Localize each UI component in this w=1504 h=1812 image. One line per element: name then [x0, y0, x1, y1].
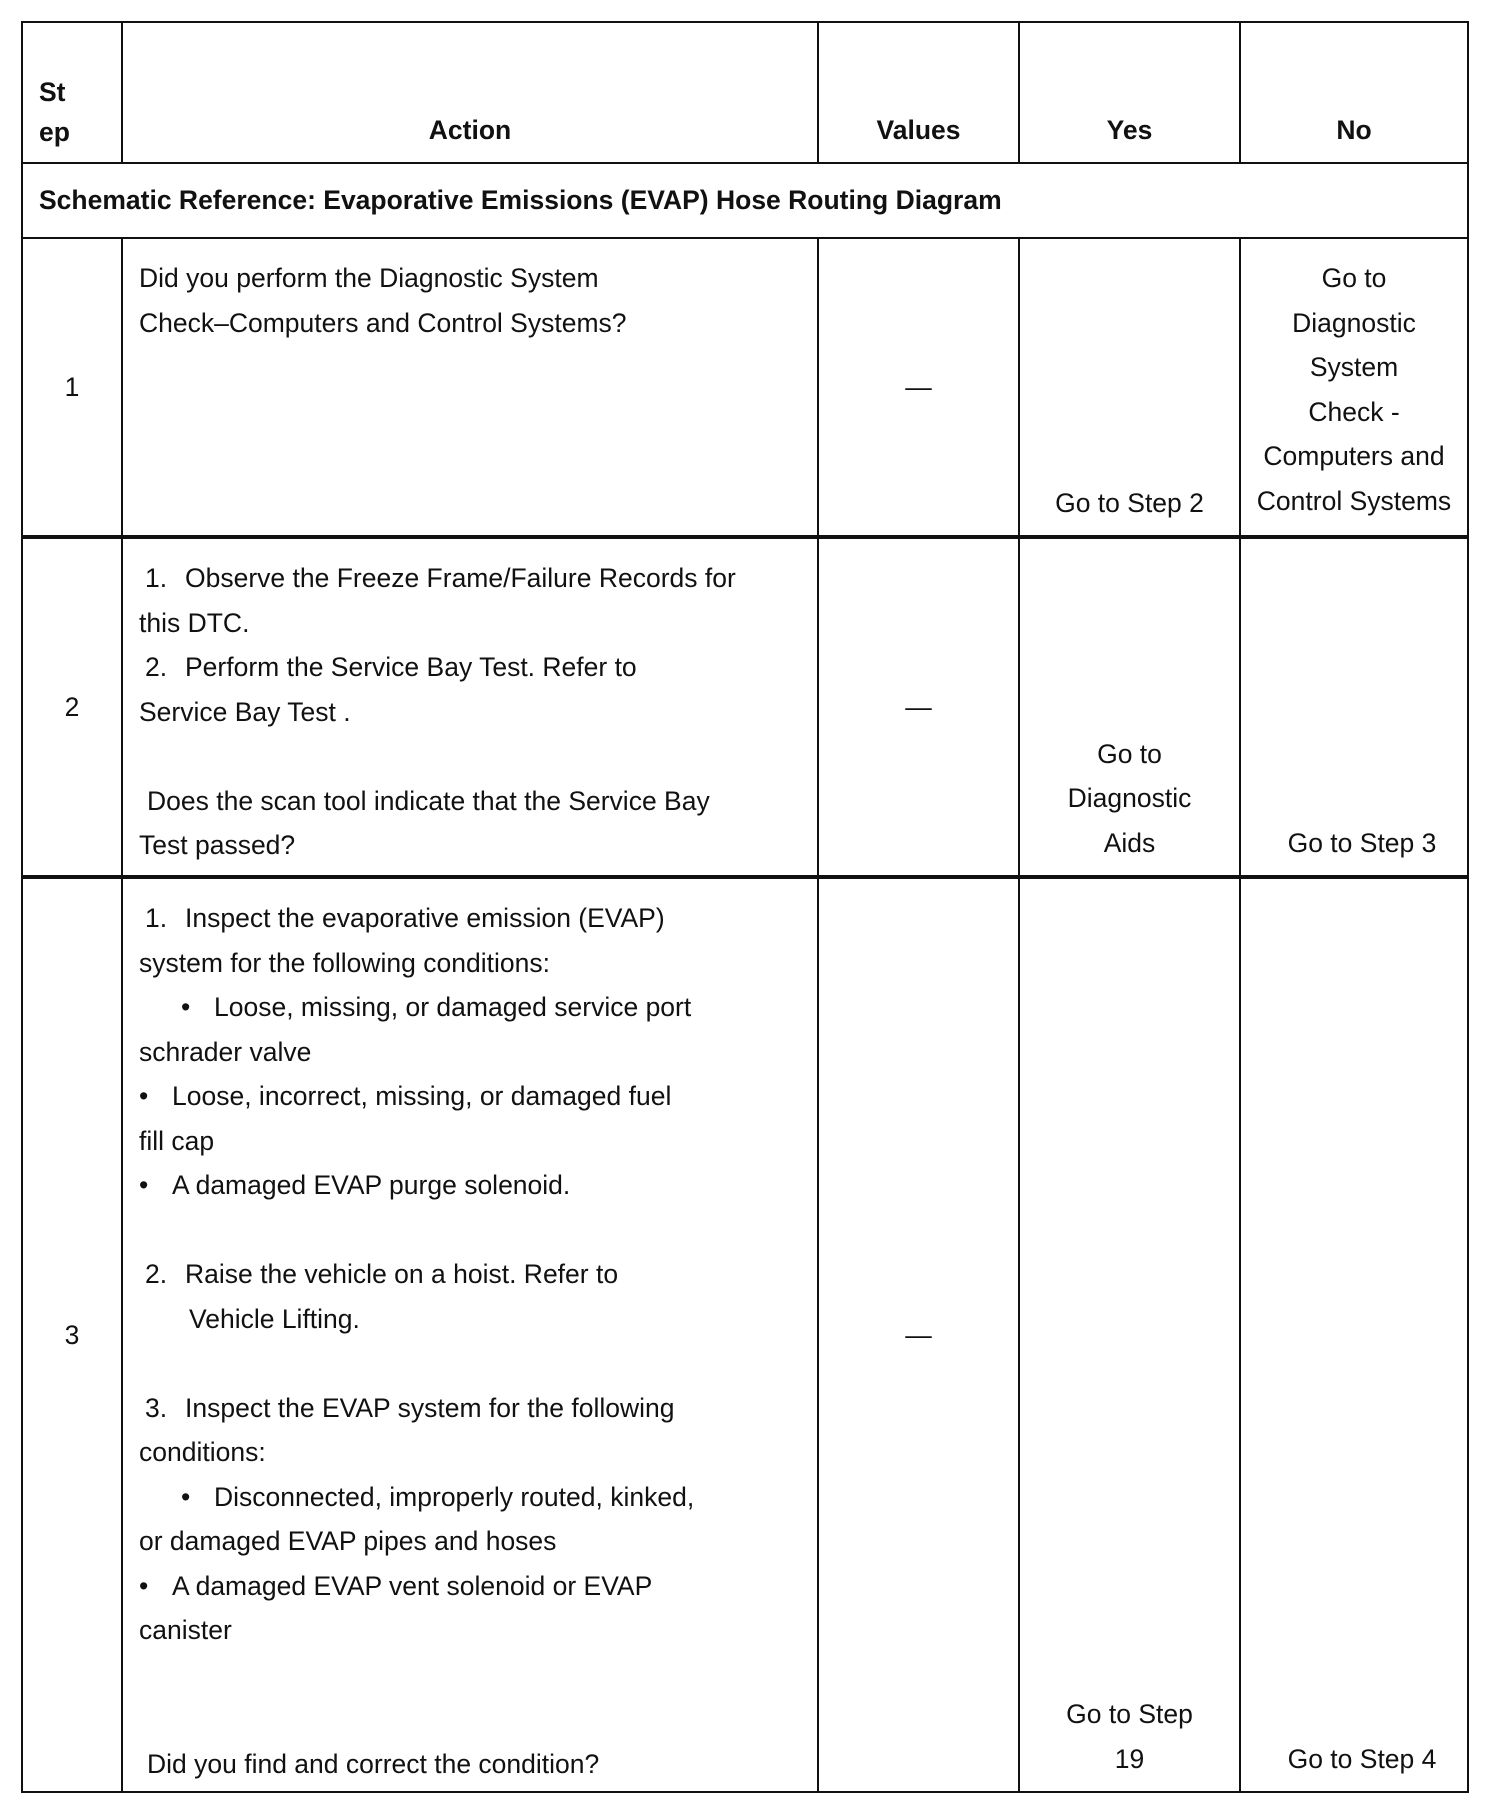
- list-number: 1.: [145, 903, 168, 933]
- action-line: Did you perform the Diagnostic System: [139, 263, 599, 293]
- spacer: [139, 1653, 807, 1698]
- action-line: [139, 1564, 807, 1609]
- no-cell: Go to Step 3: [1240, 537, 1468, 877]
- action-line: Test passed?: [139, 830, 296, 860]
- table-row: [22, 877, 1468, 1792]
- bullet-icon: •: [181, 1481, 191, 1512]
- header-step-line1: St: [39, 77, 66, 107]
- values-cell: —: [818, 877, 1019, 1792]
- yes-line: 19: [1114, 1743, 1145, 1774]
- diagnostic-table: [21, 21, 1469, 1793]
- action-line: this DTC.: [139, 607, 250, 638]
- no-cell: [1240, 238, 1468, 537]
- action-text: Disconnected, improperly routed, kinked,: [214, 1481, 695, 1512]
- action-cell: [122, 238, 818, 537]
- no-line: Computers and: [1263, 441, 1445, 471]
- yes-line: Diagnostic: [1067, 783, 1192, 813]
- step-number: 2: [22, 537, 122, 877]
- list-number: 1.: [145, 563, 168, 593]
- action-line: system for the following conditions:: [139, 947, 550, 978]
- no-line: Check -: [1308, 396, 1400, 427]
- action-line: Does the scan tool indicate that the Service Bay: [147, 785, 710, 816]
- yes-cell: [1019, 877, 1240, 1792]
- step-number: 3: [22, 877, 122, 1792]
- action-text: Loose, missing, or damaged service port: [214, 992, 692, 1022]
- action-line: [139, 1475, 807, 1520]
- values-cell: —: [818, 238, 1019, 537]
- no-cell: Go to Step 4: [1240, 877, 1468, 1792]
- action-text: Raise the vehicle on a hoist. Refer to: [185, 1259, 619, 1289]
- yes-cell: Go to Step 2: [1019, 238, 1240, 537]
- header-step: [22, 22, 122, 163]
- action-text: Inspect the evaporative emission (EVAP): [185, 903, 665, 933]
- action-line: Check–Computers and Control Systems?: [139, 307, 627, 338]
- action-line: Vehicle Lifting.: [189, 1303, 360, 1334]
- action-line: [139, 985, 807, 1030]
- action-line: conditions:: [139, 1437, 266, 1467]
- bullet-icon: •: [139, 1170, 149, 1200]
- spacer: [139, 1697, 807, 1742]
- action-text: Loose, incorrect, missing, or damaged fuel: [172, 1081, 672, 1111]
- action-line: [139, 1074, 807, 1119]
- schematic-row: [22, 163, 1468, 238]
- header-row: [22, 22, 1468, 163]
- action-line: Service Bay Test .: [139, 696, 351, 727]
- list-number: 3.: [145, 1392, 168, 1423]
- header-yes: Yes: [1019, 22, 1240, 163]
- step-number: 1: [22, 238, 122, 537]
- yes-cell: [1019, 537, 1240, 877]
- action-line: [139, 1386, 807, 1431]
- action-line: [139, 556, 807, 601]
- bullet-icon: •: [181, 992, 191, 1022]
- action-text: Inspect the EVAP system for the following: [185, 1392, 675, 1423]
- header-step-line2: ep: [39, 117, 70, 147]
- bullet-icon: •: [139, 1081, 149, 1111]
- yes-line: Aids: [1103, 827, 1156, 858]
- header-values: Values: [818, 22, 1019, 163]
- spacer: [139, 1208, 807, 1253]
- values-cell: —: [818, 537, 1019, 877]
- action-line: [139, 896, 807, 941]
- action-line: [139, 1163, 807, 1208]
- bullet-icon: •: [139, 1570, 149, 1601]
- no-line: System: [1309, 352, 1399, 382]
- yes-line: Go to Step: [1066, 1699, 1193, 1729]
- spacer: [139, 734, 807, 779]
- table-row: [22, 238, 1468, 537]
- action-cell: [122, 877, 818, 1792]
- list-number: 2.: [145, 1259, 168, 1289]
- action-line: Did you find and correct the condition?: [147, 1748, 600, 1779]
- header-no: No: [1240, 22, 1468, 163]
- table-row: [22, 537, 1468, 877]
- action-cell: [122, 537, 818, 877]
- action-line: schrader valve: [139, 1036, 312, 1067]
- action-line: canister: [139, 1615, 232, 1645]
- action-line: [139, 1252, 807, 1297]
- action-line: fill cap: [139, 1125, 215, 1156]
- no-line: Go to: [1321, 263, 1387, 293]
- spacer: [139, 1341, 807, 1386]
- action-text: A damaged EVAP vent solenoid or EVAP: [172, 1570, 653, 1601]
- action-text: A damaged EVAP purge solenoid.: [172, 1170, 571, 1200]
- action-text: Observe the Freeze Frame/Failure Records for: [185, 563, 736, 593]
- no-line: Diagnostic: [1292, 307, 1416, 338]
- list-number: 2.: [145, 652, 168, 682]
- action-text: Perform the Service Bay Test. Refer to: [185, 652, 637, 682]
- diagnostic-table-page: [21, 21, 1469, 1793]
- yes-line: Go to: [1097, 738, 1162, 769]
- schematic-reference: Schematic Reference: Evaporative Emissions (EVAP) Hose Routing Diagram: [22, 163, 1468, 238]
- header-action: Action: [122, 22, 818, 163]
- action-line: or damaged EVAP pipes and hoses: [139, 1526, 557, 1556]
- action-line: [139, 645, 807, 690]
- no-line: Control Systems: [1256, 485, 1452, 516]
